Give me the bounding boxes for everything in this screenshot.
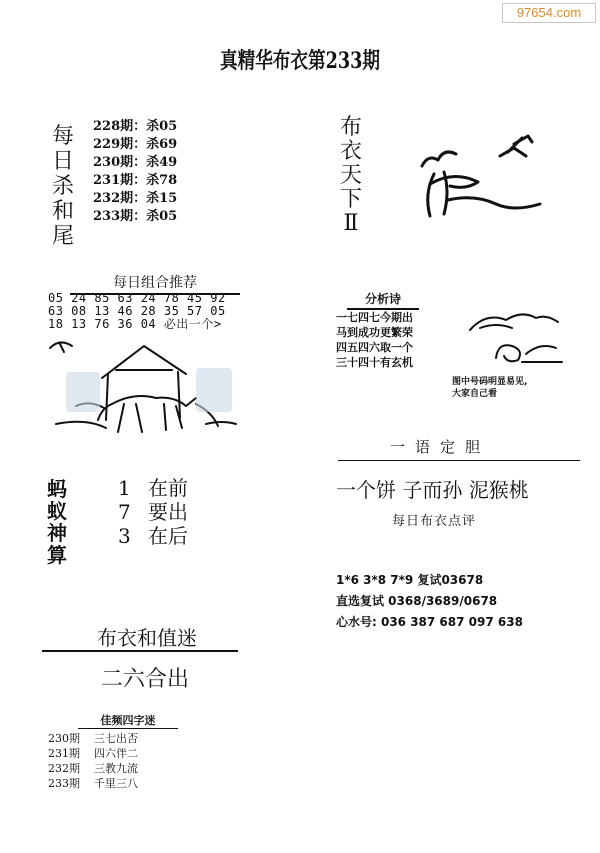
list-item: 三十四十有玄机 — [336, 356, 413, 369]
four-char-list — [48, 731, 138, 791]
daily-combo-title: 每日组合推荐 — [70, 272, 240, 295]
list-item: 1 在前 — [118, 476, 188, 500]
list-item: 四五四六取一个 — [336, 341, 413, 354]
list-item: 233期：杀05 — [93, 209, 178, 224]
divider — [42, 650, 238, 652]
snail-mountain-illustration — [466, 302, 566, 368]
list-item: 一七四七今期出 — [336, 311, 413, 324]
list-item: 05 24 85 63 24 78 45 92 — [48, 291, 226, 305]
list-item: 63 08 13 46 28 35 57 05 — [48, 304, 226, 318]
list-item: 229期：杀69 — [93, 137, 178, 152]
page-title: 真精华布衣第233期 — [220, 48, 380, 74]
buyi-sum-answer: 二六合出 — [100, 667, 189, 692]
list-item: 233期 千里三八 — [48, 777, 138, 790]
list-item: 231期：杀78 — [93, 173, 178, 188]
list-item: 18 13 76 36 04 必出一个> — [48, 317, 222, 331]
list-item: 3 在后 — [118, 524, 188, 548]
analysis-poem-title: 分析诗 — [347, 290, 419, 310]
daily-kill-list — [93, 118, 177, 226]
daily-kill-label: 每 日 杀 和 尾 — [51, 124, 74, 249]
list-item: 心水号: 036 387 687 097 638 — [336, 615, 523, 629]
list-item: 马到成功更繁荣 — [336, 326, 413, 339]
site-watermark: 97654.com — [502, 3, 596, 23]
list-item: 7 要出 — [118, 500, 188, 524]
divider — [338, 460, 580, 461]
list-item: 直选复试 0368/3689/0678 — [336, 594, 498, 608]
buyi-sum-heading: 布衣和值迷 — [97, 626, 197, 650]
analysis-note: 图中号码明显易见, 大家自己看 — [452, 377, 528, 399]
daily-combo-numbers — [48, 292, 226, 331]
buyi-world-label: 布 衣 天 下 Ⅱ — [339, 115, 362, 236]
list-item: 230期：杀49 — [93, 155, 178, 170]
list-item: 232期：杀15 — [93, 191, 178, 206]
ant-god-list — [118, 476, 188, 548]
list-item: 1*6 3*8 7*9 复试03678 — [336, 573, 484, 587]
list-item: 232期 三教九流 — [48, 762, 138, 775]
horse-illustration — [46, 334, 246, 450]
list-item: 230期 三七出否 — [48, 732, 138, 745]
analysis-poem-lines — [336, 310, 413, 370]
four-char-title: 佳频四字迷 — [78, 712, 178, 729]
one-word-heading: 一语定胆 — [389, 438, 490, 456]
list-item: 228期：杀05 — [93, 119, 178, 134]
ant-god-label: 蚂 蚁 神 算 — [47, 477, 67, 567]
one-word-riddle: 一个饼 子而孙 泥猴桃 — [336, 478, 529, 502]
bird-branch-illustration — [404, 134, 554, 224]
list-item: 231期 四六伴二 — [48, 747, 138, 760]
number-picks — [336, 570, 523, 633]
daily-review-label: 每日布衣点评 — [392, 514, 477, 529]
